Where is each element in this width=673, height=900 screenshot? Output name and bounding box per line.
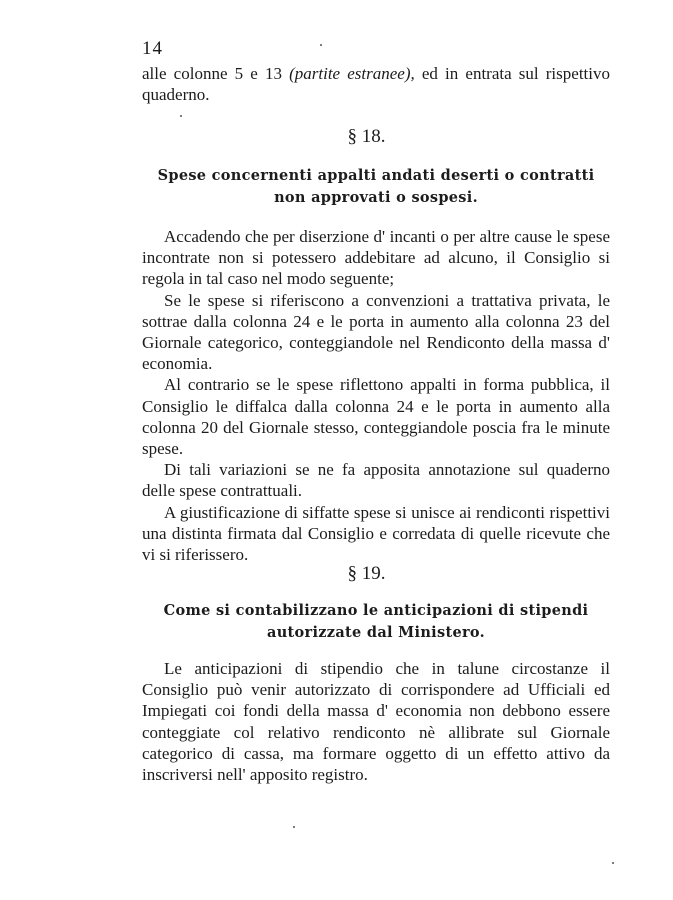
- section-19-title-line-1: Come si contabilizzano le anticipazioni di stipendi: [163, 602, 589, 619]
- section-18-marker: § 18.: [347, 126, 386, 147]
- section-18-title-line-1: Spese concernenti appalti andati deserti o contratti: [157, 167, 595, 184]
- section-18-paragraph-5: A giustificazione di siffatte spese si unisce ai rendiconti rispettivi una distinta firmata dal Consiglio e corredata di quelle ricevute che vi si riferissero.: [142, 502, 610, 565]
- section-18-paragraph-1: Accadendo che per diserzione d' incanti o per altre cause le spese incontrate non si potessero addebitare ad alcuno, il Consiglio si regola in tal caso nel modo seguente;: [142, 227, 610, 289]
- section-18-paragraph-4: Di tali variazioni se ne fa apposita annotazione sul quaderno delle spese contrattuali.: [142, 460, 610, 501]
- section-18-paragraph-2: Se le spese si riferiscono a convenzioni a trattativa privata, le sottrae dalla colonna 24 e le porta in aumento alla colonna 23 del Giornale categorico, conteggiandole nel Rendiconto della massa d' economia.: [142, 290, 610, 374]
- section-19-paragraph-1: Le anticipazioni di stipendio che in talune circostanze il Consiglio può venir autorizzato di corrispondere ad Ufficiali ed Impiegati coi fondi della massa d' economia non debbono essere conteggiate col relativo rendiconto nè allibrate sul Giornale categorico di cassa, ma formare oggetto di un effetto attivo da inscriversi nell' apposito registro.: [142, 659, 610, 785]
- page-number: 14: [142, 38, 163, 59]
- print-speck: [293, 826, 295, 828]
- print-speck: [180, 115, 182, 117]
- section-18-body: [142, 226, 610, 565]
- section-19-title-line-2: autorizzate dal Ministero.: [267, 624, 485, 641]
- continuation-paragraph: [142, 63, 610, 105]
- section-19-body: [142, 658, 610, 785]
- section-18-paragraph-3: Al contrario se le spese riflettono appalti in forma pubblica, il Consiglio le diffalca dalla colonna 24 e le porta in aumento alla colonna 20 del Giornale stesso, conteggiandole poscia fra le minute spese.: [142, 375, 610, 459]
- section-19-title: [142, 600, 610, 644]
- section-18-title-line-2: non approvati o sospesi.: [274, 189, 478, 206]
- continuation-text-end: ed in entrata sul rispettivo quaderno.: [142, 64, 610, 105]
- continuation-italic: (partite estranee),: [289, 64, 415, 83]
- print-speck: [612, 862, 614, 864]
- continuation-text: alle colonne 5 e 13: [142, 64, 290, 83]
- print-speck: [320, 44, 322, 46]
- section-19-marker: § 19.: [347, 563, 386, 584]
- section-18-title: [142, 165, 610, 209]
